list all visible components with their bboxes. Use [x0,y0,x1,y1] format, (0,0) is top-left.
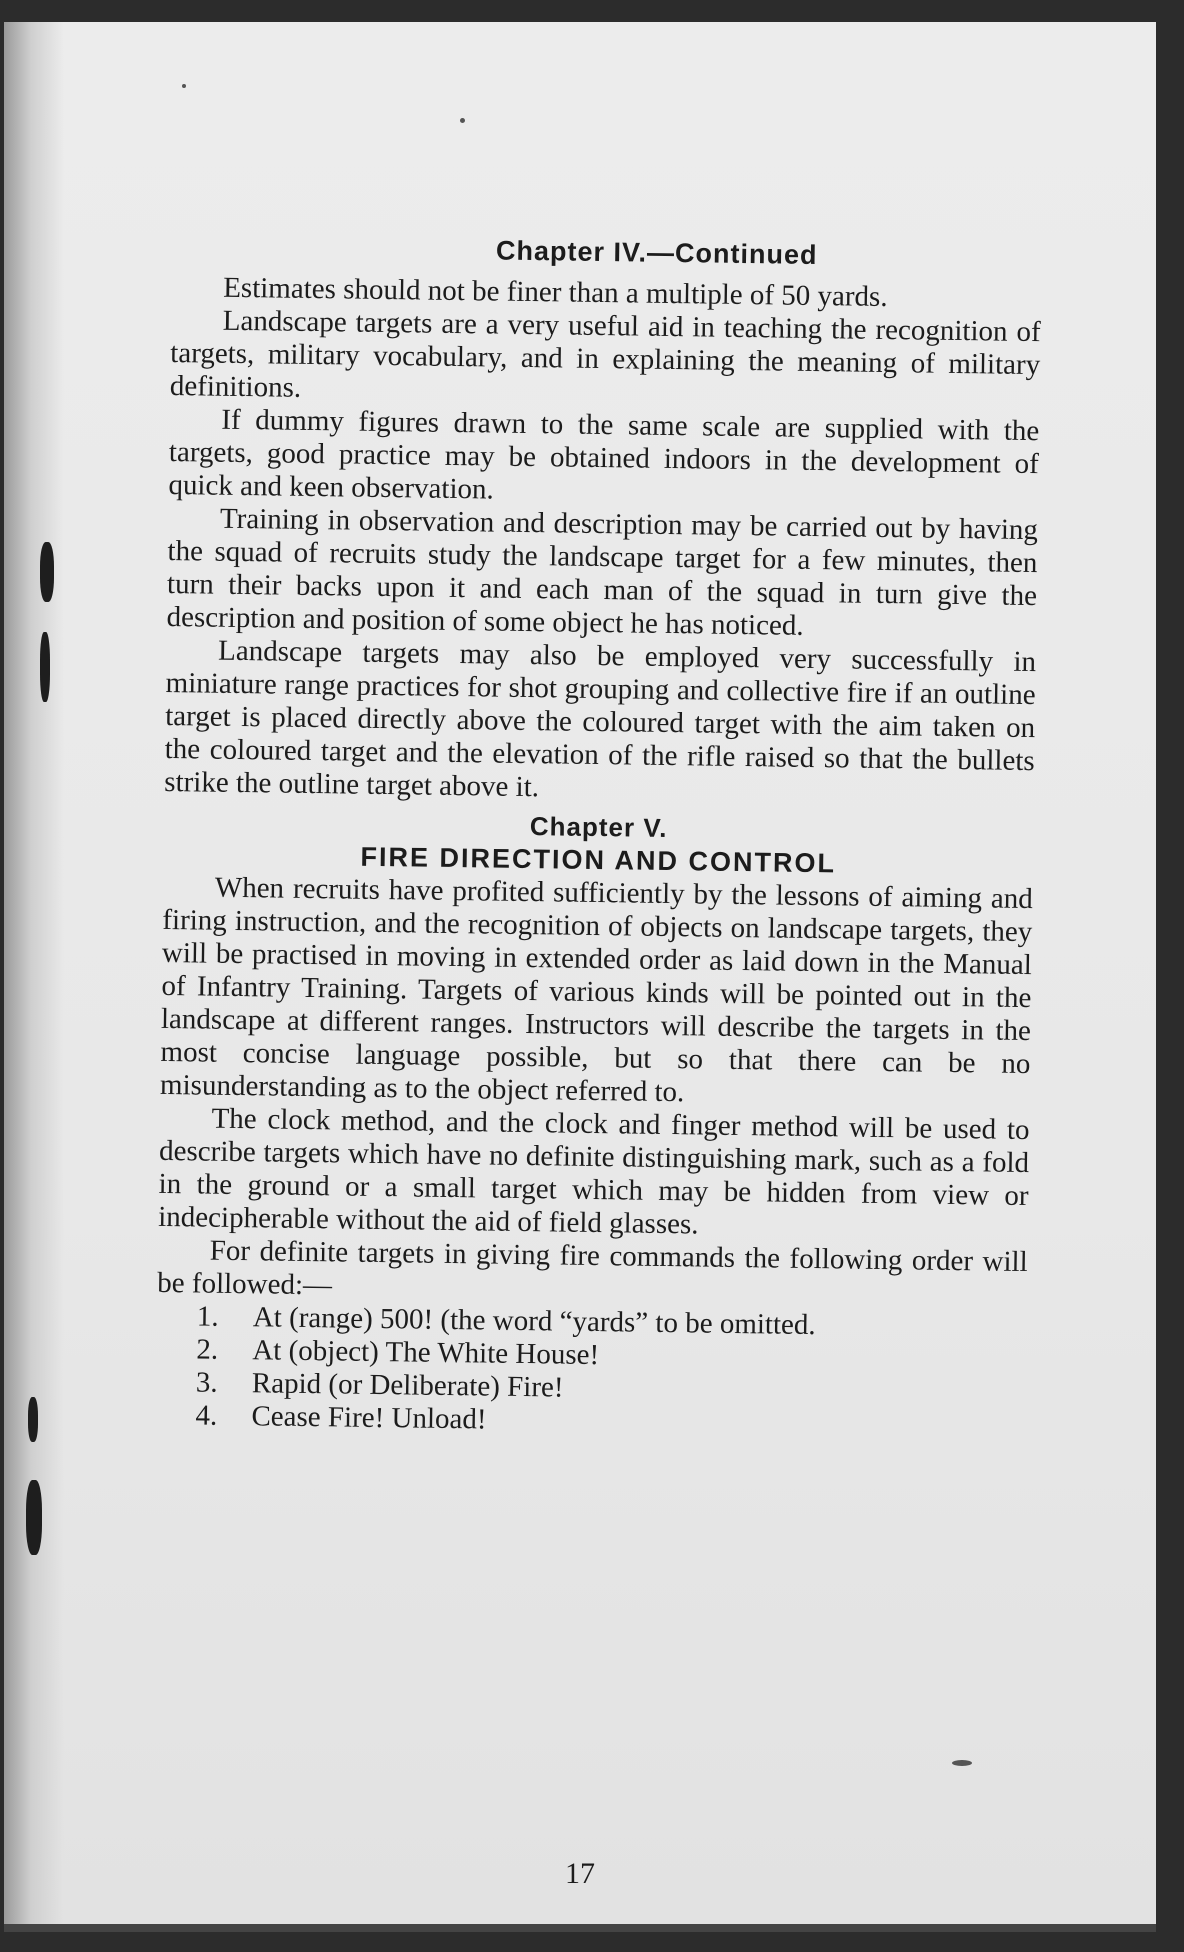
list-item-text: Cease Fire! Unload! [251,1400,487,1436]
chapter-v-heading: Chapter V. [529,811,668,843]
binding-mark [40,632,50,702]
paper-speck [182,84,186,88]
fire-commands-list [155,1300,1027,1444]
page-number: 17 [565,1857,595,1890]
chapter-v-title: FIRE DIRECTION AND CONTROL [360,841,837,879]
paragraph: For definite targets in giving fire commands the following order will be followed:— [157,1234,1028,1302]
list-item-text: At (range) 500! (the word “yards” to be omitted. [252,1301,816,1342]
paper-speck [952,1760,972,1766]
page-text [155,230,1042,1444]
paragraph: Landscape targets are a very useful aid in teaching the recognition of targets, military vocabulary, and in explaining the meaning of military definitions. [169,304,1041,404]
paragraph: The clock method, and the clock and finger method will be used to describe targets which have no definite distinguishing mark, such as a fold in the ground or a small target which may be hidden from view or indecipherable without the aid of field glasses. [157,1102,1030,1241]
paragraph: When recruits have profited sufficiently by the lessons of aiming and firing instruction, and the recognition of objects on landscape targets, they will be practised in moving in extended order as laid down in the Manual of Infantry Training. Targets of various kinds will be pointed out in the landscape at different ranges. Instructors will describe the targets in the most concise language possible, but so that there can be no misunderstanding as to the object referred to. [159,871,1033,1109]
list-item-number: 4. [195,1399,218,1432]
binding-mark [26,1480,42,1555]
paragraph: If dummy figures drawn to the same scale are supplied with the targets, good practice may be obtained indoors in the development of quick and keen observation. [168,403,1040,506]
list-item-number: 1. [196,1300,219,1333]
paper-speck [460,118,465,123]
chapter-iv-heading: Chapter IV.—Continued [495,235,818,271]
paragraph: Training in observation and description may be carried out by having the squad of recruits study the landscape target for a few minutes, then turn their backs upon it and each man of the squad in turn give the description and position of some object he has noticed. [166,502,1039,642]
list-item-text: Rapid (or Deliberate) Fire! [251,1367,564,1404]
page-bottom-edge [4,1924,1156,1932]
list-item-number: 2. [196,1333,219,1366]
list-item-number: 3. [195,1366,218,1399]
binding-mark [28,1397,38,1442]
binding-mark [40,542,54,602]
book-page [4,22,1156,1932]
paragraph: Landscape targets may also be employed very successfully in miniature range practices for shot grouping and collective fire if an outline target is placed directly above the coloured target with the aim taken on the coloured target and the elevation of the rifle raised so that the bullets strike the outline target above it. [164,634,1037,804]
spine-shadow [4,22,64,1932]
paragraph: Estimates should not be finer than a multiple of 50 yards. [222,271,888,313]
list-item-text: At (object) The White House! [252,1334,600,1372]
